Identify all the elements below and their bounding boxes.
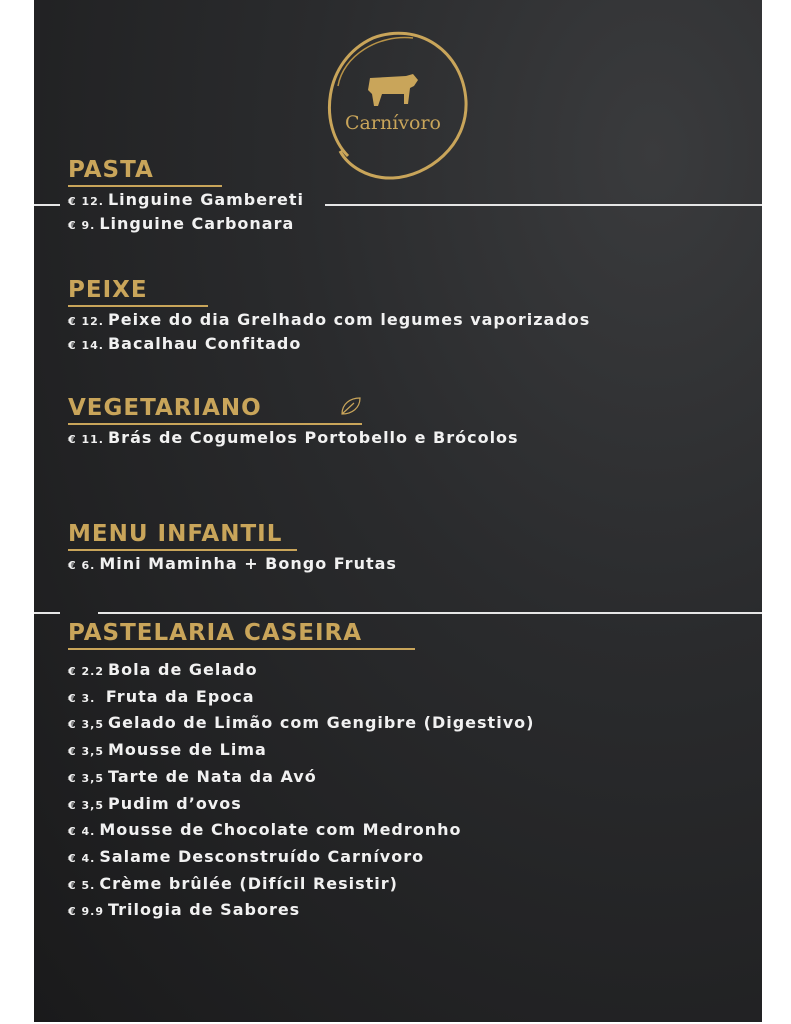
item-name: Tarte de Nata da Avó (107, 766, 317, 786)
item-price: € 4. (68, 851, 96, 865)
section-peixe (68, 276, 590, 356)
section-title: MENU INFANTIL (68, 520, 297, 551)
item-name: Pudim d’ovos (107, 793, 242, 813)
logo-ring-icon (318, 26, 468, 181)
menu-item: € 11. Brás de Cogumelos Portobello e Brócolos (68, 428, 519, 447)
section-title: PASTA (68, 156, 222, 187)
divider (34, 204, 60, 206)
item-name: Mousse de Chocolate com Medronho (99, 820, 462, 840)
item-name: Fruta da Epoca (99, 686, 255, 706)
menu-item (68, 818, 534, 845)
item-price: € 3,5 (68, 718, 104, 732)
menu-item (68, 711, 534, 738)
item-price: € 9.9 (68, 905, 104, 919)
menu-item (68, 792, 534, 819)
item-price: € 3,5 (68, 771, 104, 785)
divider (98, 612, 762, 614)
item-price: € 3,5 (68, 798, 104, 812)
menu-item: € 9. Linguine Carbonara (68, 213, 295, 233)
item-name: Gelado de Limão com Gengibre (Digestivo) (107, 713, 535, 733)
section-menu-infantil (68, 520, 397, 577)
menu-item (68, 845, 534, 872)
menu-item (68, 738, 534, 765)
divider (34, 612, 60, 614)
section-pasta (68, 156, 304, 236)
menu-item (68, 872, 534, 899)
item-name: Bola de Gelado (107, 660, 258, 679)
menu-item (68, 898, 534, 925)
menu-item: € 12. Linguine Gambereti (68, 190, 304, 209)
item-name: Mousse de Lima (107, 740, 267, 760)
menu-item (68, 765, 534, 792)
item-name: Salame Desconstruído Carnívoro (99, 846, 425, 866)
leaf-icon (340, 396, 362, 416)
carnivoro-logo (318, 26, 468, 181)
menu-item: € 12. Peixe do dia Grelhado com legumes vaporizados (68, 310, 591, 329)
section-title: VEGETARIANO (68, 394, 362, 425)
menu-item: € 14. Bacalhau Confitado (68, 333, 302, 353)
brand-name: Carnívoro (345, 112, 441, 134)
item-name: Trilogia de Sabores (107, 900, 301, 920)
item-price: € 5. (68, 878, 96, 892)
section-vegetariano (68, 394, 519, 451)
item-price: € 2.2 (68, 665, 104, 678)
item-name: Crème brûlée (Difícil Resistir) (99, 873, 398, 893)
bull-icon (368, 74, 418, 106)
item-price: € 3,5 (68, 745, 104, 759)
section-title: PEIXE (68, 276, 208, 307)
menu-item (68, 685, 534, 712)
section-title: PASTELARIA CASEIRA (68, 619, 415, 650)
menu-item (68, 658, 534, 685)
divider (325, 204, 762, 206)
menu-item: € 6. Mini Maminha + Bongo Frutas (68, 554, 397, 573)
section-pastelaria-caseira (68, 619, 534, 925)
item-price: € 4. (68, 825, 96, 839)
item-price: € 3. (68, 691, 96, 705)
